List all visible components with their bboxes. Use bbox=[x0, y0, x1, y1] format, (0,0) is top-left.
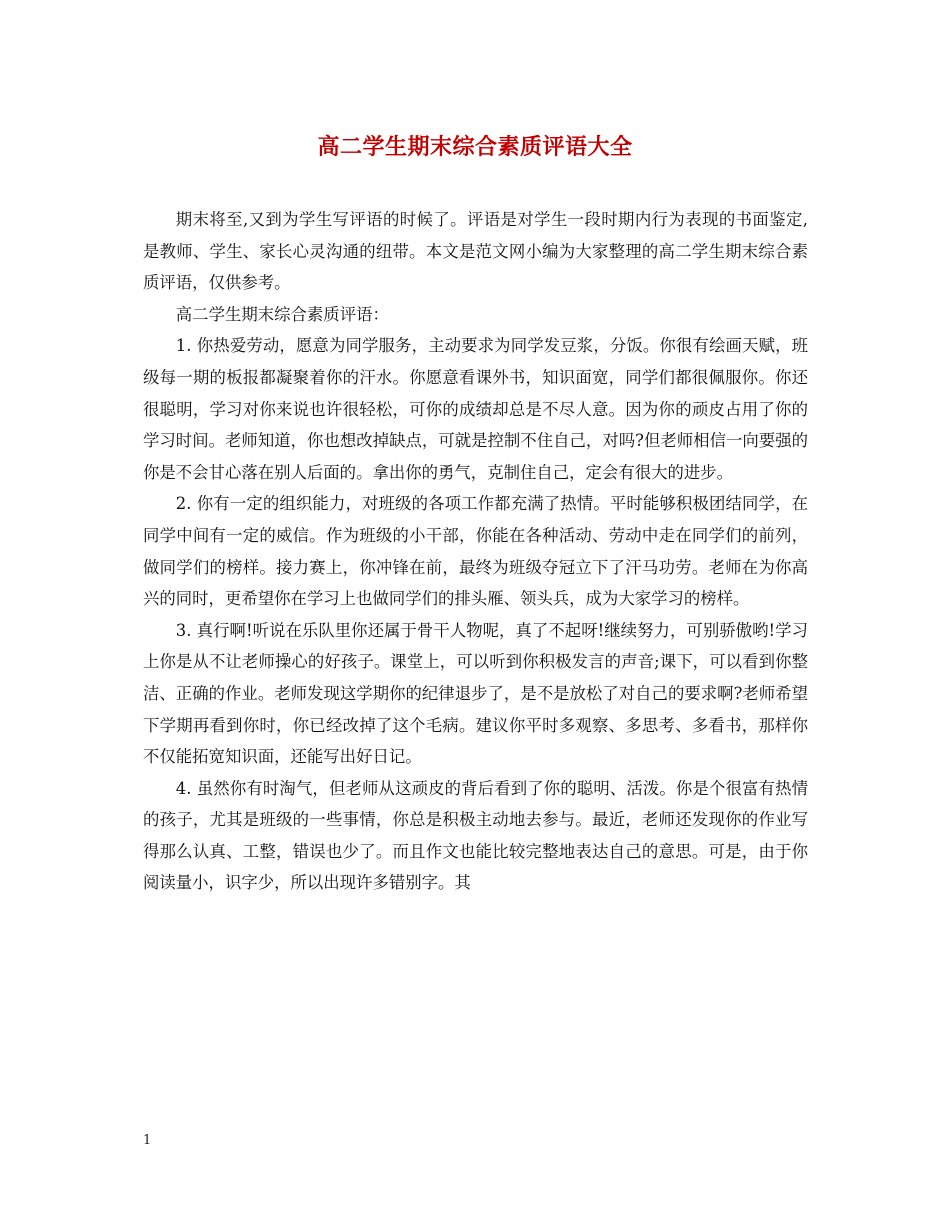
intro-paragraph: 期末将至,又到为学生写评语的时候了。评语是对学生一段时期内行为表现的书面鉴定,是教师、学生、家长心灵沟通的纽带。本文是范文网小编为大家整理的高二学生期末综合素质评语，仅供参考。 bbox=[143, 210, 808, 293]
document-body bbox=[143, 204, 808, 899]
comment-paragraph-2: 2. 你有一定的组织能力，对班级的各项工作都充满了热情。平时能够积极团结同学，在同学中间有一定的威信。作为班级的小干部，你能在各种活动、劳动中走在同学们的前列，做同学们的榜样。接力赛上，你冲锋在前，最终为班级夺冠立下了汗马功劳。老师在为你高兴的同时，更希望你在学习上也做同学们的排头雁、领头兵，成为大家学习的榜样。 bbox=[143, 494, 808, 609]
section-heading: 高二学生期末综合素质评语： bbox=[175, 304, 389, 324]
page-number: 1 bbox=[143, 1133, 152, 1148]
comment-paragraph-1: 1. 你热爱劳动，愿意为同学服务，主动要求为同学发豆浆，分饭。你很有绘画天赋，班级每一期的板报都凝聚着你的汗水。你愿意看课外书，知识面宽，同学们都很佩服你。你还很聪明，学习对你来说也许很轻松，可你的成绩却总是不尽人意。因为你的顽皮占用了你的学习时间。老师知道，你也想改掉缺点，可就是控制不住自己，对吗?但老师相信一向要强的你是不会甘心落在别人后面的。拿出你的勇气，克制住自己，定会有很大的进步。 bbox=[143, 336, 808, 482]
document-title: 高二学生期末综合素质评语大全 bbox=[317, 135, 633, 160]
comment-paragraph-3: 3. 真行啊!听说在乐队里你还属于骨干人物呢，真了不起呀!继续努力，可别骄傲哟!学习上你是从不让老师操心的好孩子。课堂上，可以听到你积极发言的声音;课下，可以看到你整洁、正确的作业。老师发现这学期你的纪律退步了，是不是放松了对自己的要求啊?老师希望下学期再看到你时，你已经改掉了这个毛病。建议你平时多观察、多思考、多看书，那样你不仅能拓宽知识面，还能写出好日记。 bbox=[143, 620, 808, 767]
comment-paragraph-4: 4. 虽然你有时淘气，但老师从这顽皮的背后看到了你的聪明、活泼。你是个很富有热情的孩子，尤其是班级的一些事情，你总是积极主动地去参与。最近，老师还发现你的作业写得那么认真、工整，错误也少了。而且作文也能比较完整地表达自己的意思。可是，由于你阅读量小，识字少，所以出现许多错别字。其 bbox=[143, 778, 808, 893]
